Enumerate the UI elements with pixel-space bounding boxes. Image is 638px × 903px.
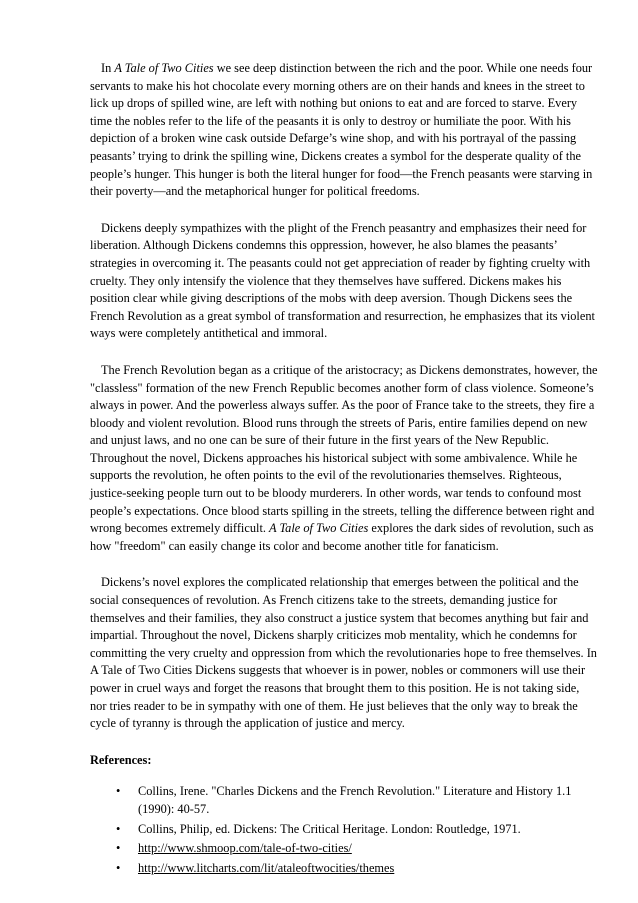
paragraph-3 [90, 362, 598, 556]
book-title-italic: A Tale of Two Cities [114, 61, 214, 75]
reference-text: Collins, Philip, ed. Dickens: The Critical Heritage. London: Routledge, 1971. [138, 821, 521, 836]
paragraph-3-text-after: explores the dark sides of revolution, such as how "freedom" can easily change its color and become another title for fanaticism. [90, 521, 594, 553]
reference-item [116, 860, 598, 878]
reference-link-litcharts[interactable]: http://www.litcharts.com/lit/ataleoftwocities/themes [138, 860, 395, 875]
paragraph-1 [90, 60, 598, 201]
bullet-icon: • [116, 841, 121, 856]
paragraph-4 [90, 574, 598, 732]
bullet-icon: • [116, 784, 121, 799]
reference-item [116, 840, 598, 858]
references-list [90, 783, 598, 877]
paragraph-1-text: we see deep distinction between the rich and the poor. While one needs four servants to make his hot chocolate every morning others are on their hands and knees in the street to lick up drops of spilled wine, are left with nothing but onions to eat and are forced to starve. Every time the nobles refer to the life of the peasants it is only to destroy or humiliate the poor. With his depiction of a broken wine cask outside Defarge’s wine shop, and with his portrayal of the passing peasants’ trying to drink the spilling wine, Dickens creates a symbol for the desperate quality of the people’s hunger. This hunger is both the literal hunger for food—the French peasants were starving in their poverty—and the metaphorical hunger for political freedoms. [90, 61, 593, 199]
paragraph-2-text: Dickens deeply sympathizes with the plight of the French peasantry and emphasizes their need for liberation. Although Dickens condemns this oppression, however, he also blames the peasants’ strategies in overcoming it. The peasants could not get appreciation of reader by fighting cruelty with cruelty. They only intensify the violence that they themselves have suffered. Dickens makes his position clear while giving descriptions of the mobs with deep aversion. Though Dickens sees the French Revolution as a great symbol of transformation and resurrection, he emphasizes that its violent ways were completely antithetical and immoral. [90, 220, 595, 341]
references-heading: References: [90, 752, 152, 767]
book-title-italic: A Tale of Two Cities [269, 521, 369, 536]
paragraph-3-text: The French Revolution began as a critique of the aristocracy; as Dickens demonstrates, however, the "classless" formation of the new French Republic becomes another form of class violence. Someone’s always in power. And the powerless always suffer. As the poor of France take to the streets, they fire a bloody and violent revolution. Blood runs through the streets of Paris, entire families depend on new and unjust laws, and no one can be sure of their future in the first years of the New Republic. Throughout the novel, Dickens approaches his historical subject with some ambivalence. While he supports the revolution, he often points to the evil of the revolutionaries themselves. Righteous, justice-seeking people turn out to be bloody murderers. In other words, war tends to confound most people’s expectations. Once blood starts spilling in the streets, telling the difference between right and wrong becomes extremely difficult. [90, 362, 598, 536]
reference-text: Collins, Irene. "Charles Dickens and the French Revolution." Literature and History 1.1 (1990): 40-57. [138, 784, 572, 816]
paragraph-1-prefix: In [101, 61, 115, 75]
bullet-icon: • [116, 821, 121, 836]
paragraph-4-text: Dickens’s novel explores the complicated relationship that emerges between the political and the social consequences of revolution. As French citizens take to the streets, demanding justice for themselves and their families, they also construct a justice system that becomes anything but fair and impartial. Throughout the novel, Dickens sharply criticizes mob mentality, which he condemns for committing the very cruelty and oppression from which the revolutionaries hope to free themselves. In A Tale of Two Cities Dickens suggests that whoever is in power, nobles or commoners will use their power in cruel ways and forget the reasons that brought them to this position. He is not taking side, nor tries reader to be in sympathy with one of them. He just believes that the only way to break the cycle of tyranny is through the application of justice and mercy. [90, 575, 597, 731]
bullet-icon: • [116, 860, 121, 875]
paragraph-2 [90, 220, 598, 343]
reference-item [116, 821, 598, 839]
reference-item [116, 783, 598, 818]
reference-link-shmoop[interactable]: http://www.shmoop.com/tale-of-two-cities/ [138, 841, 352, 856]
